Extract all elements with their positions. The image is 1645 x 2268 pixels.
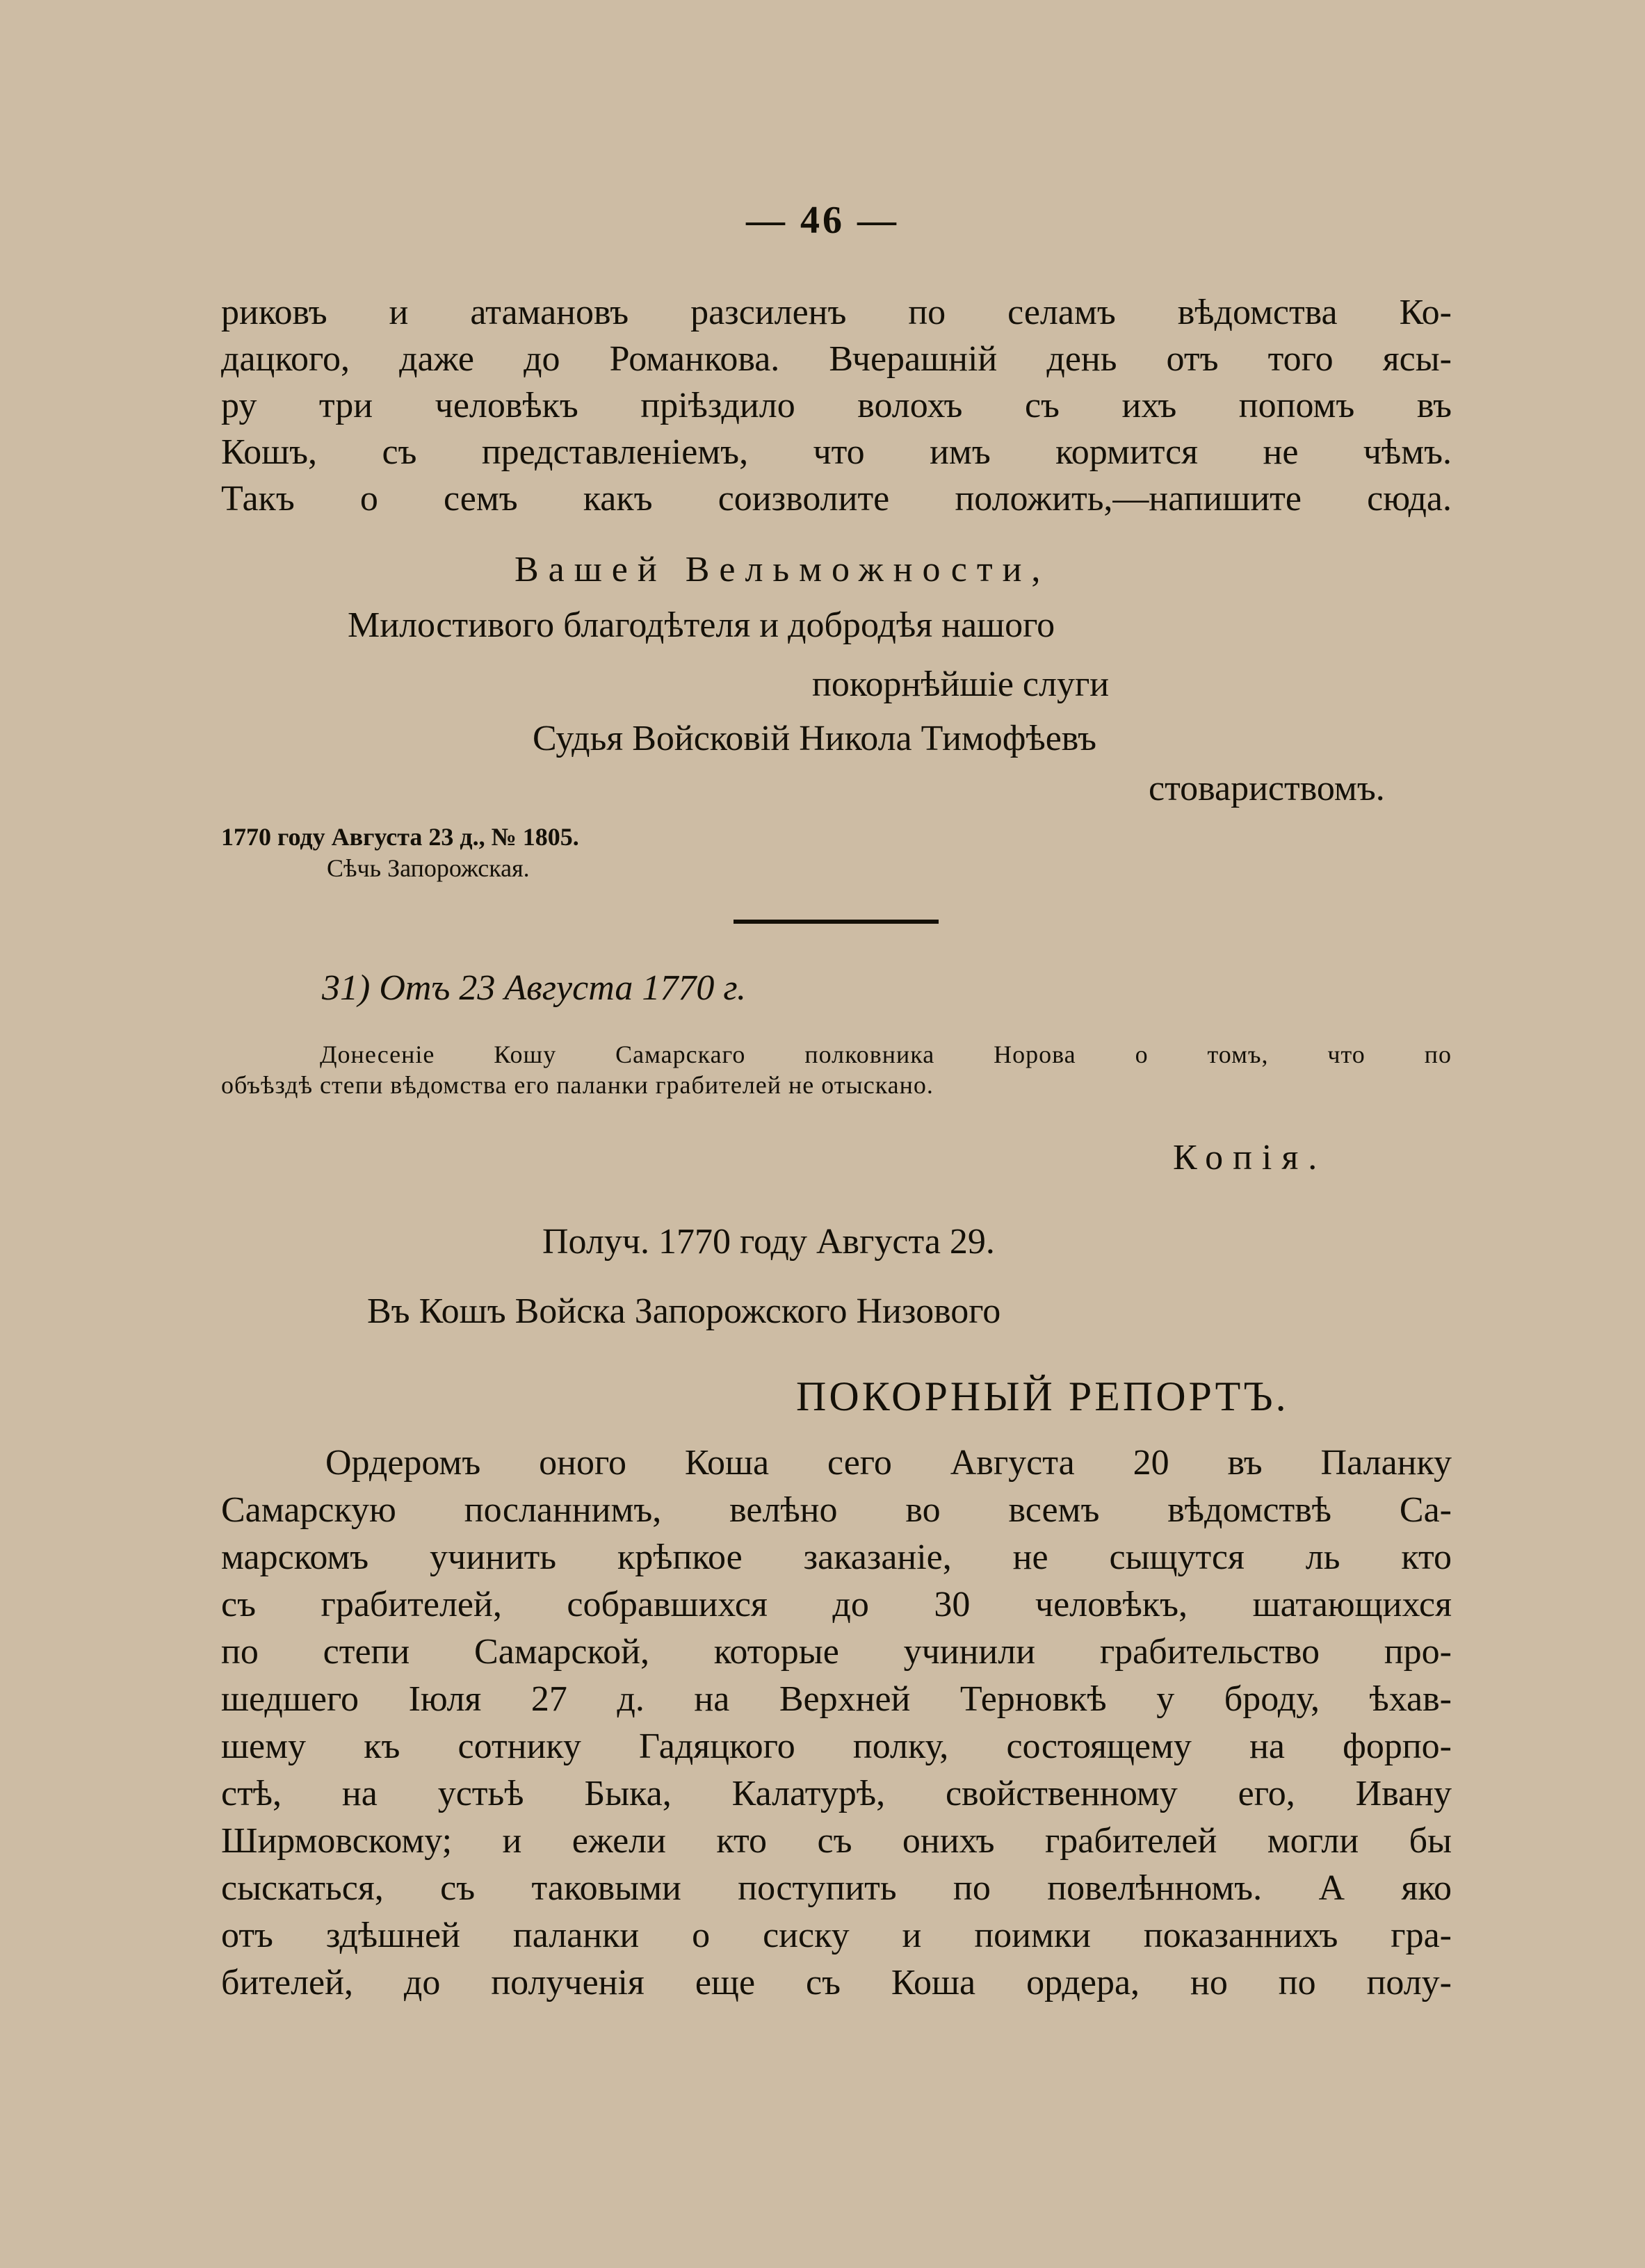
text-line: Такъ о семъ какъ соизволите положить,—напишите сюда.: [221, 479, 1452, 519]
text-line: дацкого, даже до Романкова. Вчерашній день отъ того ясы-: [221, 339, 1452, 379]
salutation: Вашей Вельможности,: [514, 550, 1051, 589]
text-line: шедшего Іюля 27 д. на Верхней Терновкѣ у броду, ѣхав-: [221, 1679, 1452, 1719]
summary-line: объѣздѣ степи вѣдомства его паланки грабителей не отыскано.: [221, 1071, 934, 1099]
report-heading: ПОКОРНЫЙ РЕПОРТЪ.: [796, 1373, 1289, 1419]
text-line: Ордеромъ оного Коша сего Августа 20 въ Паланку: [325, 1443, 1452, 1483]
copy-label: Копія.: [1173, 1138, 1327, 1177]
section-divider: [734, 920, 939, 924]
text-line: марскомъ учинить крѣпкое заказаніе, не сыщутся ль кто: [221, 1537, 1452, 1577]
page-number: — 46 —: [746, 199, 899, 242]
received-note: Получ. 1770 году Августа 29.: [542, 1222, 995, 1262]
summary-line: Донесеніе Кошу Самарскаго полковника Норова о томъ, что по: [320, 1041, 1452, 1068]
addressee: Въ Кошъ Войска Запорожского Низового: [367, 1291, 1001, 1331]
text-line: отъ здѣшней паланки о сиску и поимки показаннихъ гра-: [221, 1916, 1452, 1955]
document-title: 31) Отъ 23 Августа 1770 г.: [322, 968, 746, 1008]
text-line: по степи Самарской, которые учинили грабительство про-: [221, 1632, 1452, 1672]
text-line: Кошъ, съ представленіемъ, что имъ кормится не чѣмъ.: [221, 432, 1452, 472]
signature-continued: стовариствомъ.: [1149, 769, 1385, 808]
text-line: стѣ, на устьѣ Быка, Калатурѣ, свойственному его, Ивану: [221, 1774, 1452, 1813]
signature: Судья Войсковій Никола Тимофѣевъ: [533, 719, 1096, 758]
text-line: ру три человѣкъ пріѣздило волохъ съ ихъ попомъ въ: [221, 386, 1452, 425]
text-line: бителей, до полученія еще съ Коша ордера, но по полу-: [221, 1963, 1452, 2002]
text-line: съ грабителей, собравшихся до 30 человѣкъ, шатающихся: [221, 1585, 1452, 1624]
text-line: сыскаться, съ таковыми поступить по повелѣнномъ. А яко: [221, 1868, 1452, 1908]
text-line: риковъ и атамановъ разсиленъ по селамъ вѣдомства Ко-: [221, 293, 1452, 332]
dateline-date: 1770 году Августа 23 д., № 1805.: [221, 823, 579, 851]
servants-line: покорнѣйшіе слуги: [812, 664, 1110, 704]
dateline-place: Сѣчь Запорожская.: [327, 854, 530, 882]
text-line: Ширмовскому; и ежели кто съ онихъ грабителей могли бы: [221, 1821, 1452, 1861]
benefactor-line: Милостивого благодѣтеля и добродѣя нашого: [348, 605, 1055, 645]
text-line: Самарскую посланнимъ, велѣно во всемъ вѣдомствѣ Са-: [221, 1490, 1452, 1530]
text-line: шему къ сотнику Гадяцкого полку, состоящему на форпо-: [221, 1727, 1452, 1766]
